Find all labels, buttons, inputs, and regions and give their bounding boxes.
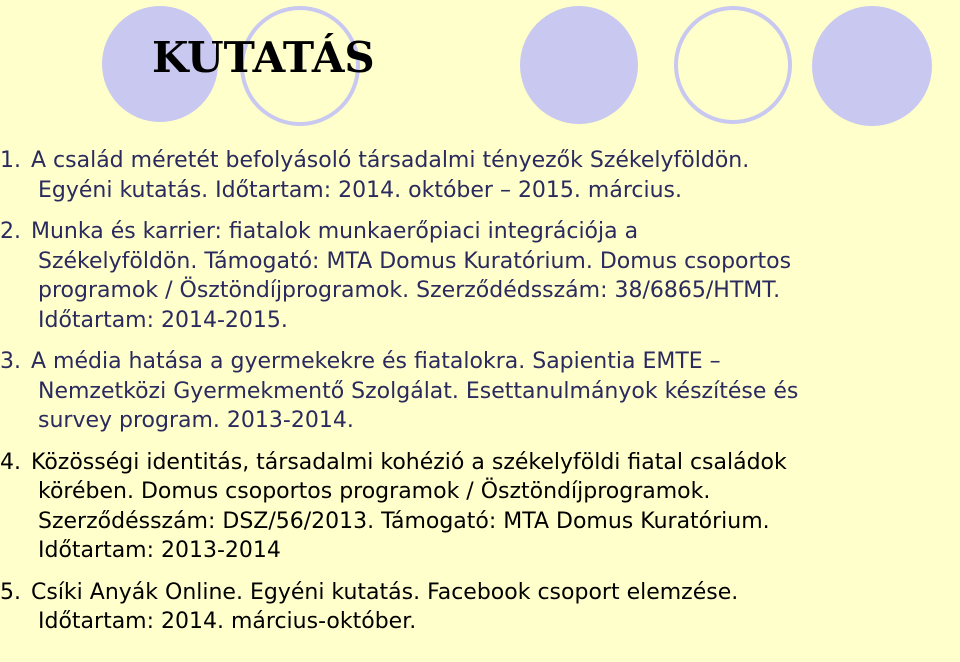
item-line: Időtartam: 2014-2015. [38, 307, 288, 333]
decorative-circle-outline-2 [674, 6, 792, 124]
item-number: 2. [0, 219, 21, 244]
item-line: Csíki Anyák Online. Egyéni kutatás. Facebook csoport elemzése. [31, 579, 739, 605]
item-line: Munka és karrier: fiatalok munkaerőpiaci integrációja a [31, 219, 639, 244]
research-item-1 [0, 146, 960, 205]
research-item-2 [0, 217, 960, 335]
item-line: Időtartam: 2013-2014 [38, 538, 281, 563]
item-number: 1. [0, 148, 21, 173]
slide-title: KUTATÁS [152, 33, 375, 82]
item-number: 3. [0, 349, 21, 374]
research-list [0, 146, 960, 637]
item-number: 5. [0, 579, 21, 605]
item-line: Nemzetközi Gyermekmentő Szolgálat. Esettanulmányok készítése és [38, 378, 799, 404]
item-number: 4. [0, 449, 21, 475]
item-line: A család méretét befolyásoló társadalmi tényezők Székelyföldön. [31, 148, 750, 173]
item-line: A média hatása a gyermekekre és fiatalokra. Sapientia EMTE – [31, 349, 721, 374]
item-line: körében. Domus csoportos programok / Ösztöndíjprogramok. [38, 479, 711, 504]
research-item-3 [0, 347, 960, 436]
item-line: Egyéni kutatás. Időtartam: 2014. október – 2015. március. [38, 177, 682, 203]
item-line: Közösségi identitás, társadalmi kohézió a székelyföldi fiatal családok [31, 449, 787, 475]
item-line: Székelyföldön. Támogató: MTA Domus Kuratórium. Domus csoportos [38, 248, 792, 274]
item-line: programok / Ösztöndíjprogramok. Szerződédsszám: 38/6865/HTMT. [38, 278, 781, 303]
research-item-4 [0, 448, 960, 566]
item-line: survey program. 2013-2014. [38, 408, 354, 433]
item-line: Szerződésszám: DSZ/56/2013. Támogató: MTA Domus Kuratórium. [38, 508, 770, 534]
research-item-5 [0, 578, 960, 637]
item-line: Időtartam: 2014. március-október. [38, 609, 417, 634]
decorative-circle-filled-3 [812, 6, 932, 126]
decorative-circle-filled-2 [520, 6, 638, 124]
